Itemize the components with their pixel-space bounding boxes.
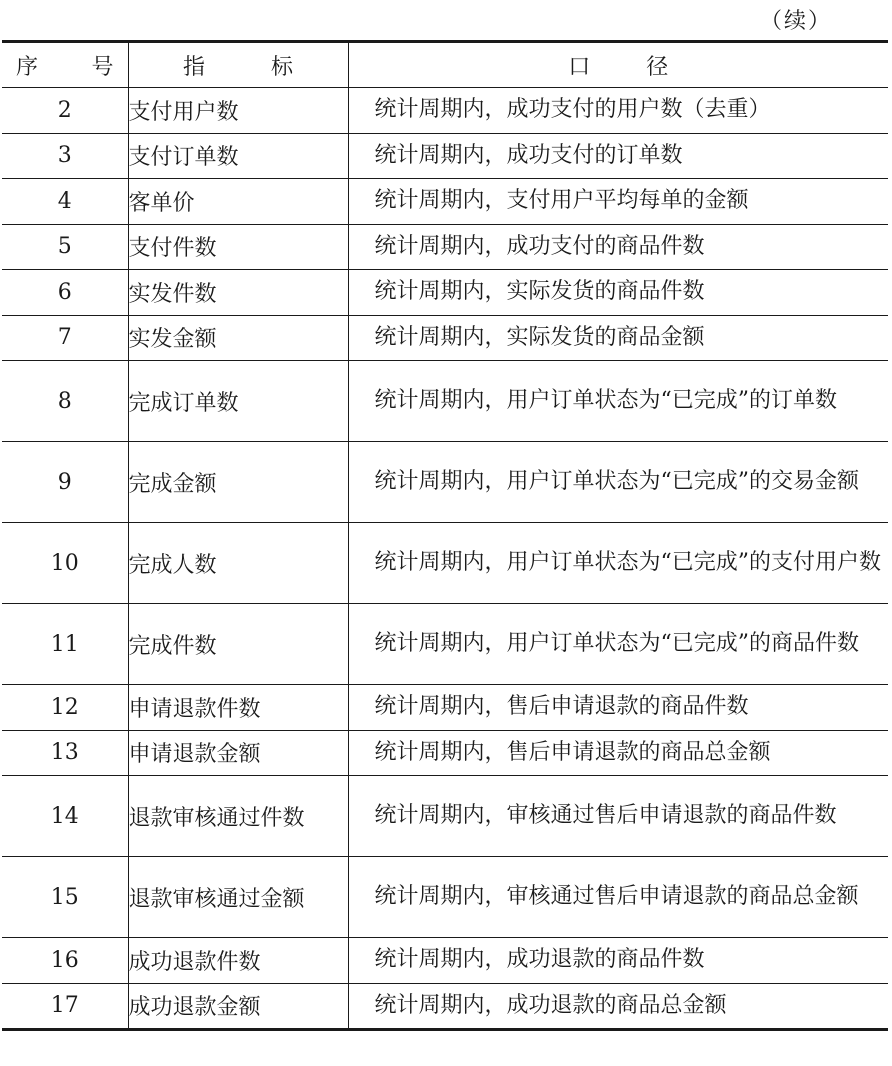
table-row — [2, 523, 888, 604]
row-definition: 统计周期内，用户订单状态为“已完成”的支付用户数 — [374, 550, 881, 575]
row-metric-name: 成功退款件数 — [128, 938, 348, 984]
table-row — [2, 270, 888, 316]
row-seq: 15 — [2, 857, 128, 938]
table-row — [2, 857, 888, 938]
row-definition: 统计周期内，审核通过售后申请退款的商品件数 — [374, 803, 837, 828]
header-seq — [2, 42, 128, 88]
row-definition: 统计周期内，售后申请退款的商品件数 — [374, 694, 749, 720]
metrics-table — [2, 40, 888, 1031]
row-definition: 统计周期内，成功支付的商品件数 — [374, 233, 705, 259]
row-seq: 5 — [2, 224, 128, 270]
table-body — [2, 88, 888, 1030]
row-metric-name: 客单价 — [128, 179, 348, 225]
row-definition-cell — [348, 179, 888, 225]
header-metric-char-1: 指 — [182, 54, 205, 80]
row-definition: 统计周期内，实际发货的商品件数 — [374, 279, 705, 305]
table-row — [2, 442, 888, 523]
header-seq-char-1: 序 — [16, 54, 39, 80]
row-metric-name: 完成人数 — [128, 523, 348, 604]
header-metric — [128, 42, 348, 88]
table-row — [2, 730, 888, 776]
row-metric-name: 退款审核通过件数 — [128, 776, 348, 857]
continued-label: （续） — [759, 9, 832, 34]
row-metric-name: 申请退款件数 — [128, 685, 348, 731]
row-seq: 16 — [2, 938, 128, 984]
row-definition-cell — [348, 730, 888, 776]
row-definition-cell — [348, 361, 888, 442]
row-metric-name: 支付用户数 — [128, 88, 348, 134]
row-definition-cell — [348, 938, 888, 984]
row-seq: 13 — [2, 730, 128, 776]
row-definition-cell — [348, 857, 888, 938]
row-seq: 7 — [2, 315, 128, 361]
table-row — [2, 133, 888, 179]
row-definition: 统计周期内，用户订单状态为“已完成”的商品件数 — [374, 631, 859, 656]
table-row — [2, 685, 888, 731]
row-definition: 统计周期内，实际发货的商品金额 — [374, 324, 705, 350]
row-definition-cell — [348, 270, 888, 316]
row-metric-name: 支付订单数 — [128, 133, 348, 179]
row-definition: 统计周期内，用户订单状态为“已完成”的交易金额 — [374, 469, 859, 494]
row-definition: 统计周期内，成功退款的商品总金额 — [374, 992, 727, 1018]
row-metric-name: 支付件数 — [128, 224, 348, 270]
row-definition: 统计周期内，售后申请退款的商品总金额 — [374, 739, 771, 765]
table-row — [2, 224, 888, 270]
row-seq: 11 — [2, 604, 128, 685]
row-seq: 12 — [2, 685, 128, 731]
row-seq: 8 — [2, 361, 128, 442]
header-definition-char-2: 径 — [646, 54, 669, 80]
row-metric-name: 成功退款金额 — [128, 983, 348, 1030]
table-row — [2, 604, 888, 685]
table-row — [2, 179, 888, 225]
row-seq: 2 — [2, 88, 128, 134]
row-metric-name: 实发件数 — [128, 270, 348, 316]
table-row — [2, 88, 888, 134]
row-definition-cell — [348, 133, 888, 179]
header-definition-char-1: 口 — [568, 54, 591, 80]
row-definition: 统计周期内，成功支付的用户数（去重） — [374, 97, 771, 123]
row-metric-name: 完成件数 — [128, 604, 348, 685]
row-definition-cell — [348, 224, 888, 270]
row-definition-cell — [348, 442, 888, 523]
row-seq: 4 — [2, 179, 128, 225]
table-row — [2, 983, 888, 1030]
row-seq: 14 — [2, 776, 128, 857]
table-row — [2, 361, 888, 442]
row-definition: 统计周期内，用户订单状态为“已完成”的订单数 — [374, 388, 837, 413]
table-row — [2, 776, 888, 857]
row-definition-cell — [348, 776, 888, 857]
row-seq: 17 — [2, 983, 128, 1030]
row-metric-name: 退款审核通过金额 — [128, 857, 348, 938]
row-definition-cell — [348, 88, 888, 134]
row-definition: 统计周期内，支付用户平均每单的金额 — [374, 188, 749, 214]
row-definition-cell — [348, 523, 888, 604]
row-definition: 统计周期内，成功退款的商品件数 — [374, 947, 705, 973]
header-definition — [348, 42, 888, 88]
row-definition: 统计周期内，审核通过售后申请退款的商品总金额 — [374, 884, 859, 909]
table-header — [2, 42, 888, 88]
table-row — [2, 938, 888, 984]
row-definition-cell — [348, 983, 888, 1030]
row-seq: 9 — [2, 442, 128, 523]
row-seq: 6 — [2, 270, 128, 316]
row-metric-name: 实发金额 — [128, 315, 348, 361]
header-seq-char-2: 号 — [91, 54, 114, 80]
row-metric-name: 申请退款金额 — [128, 730, 348, 776]
row-definition-cell — [348, 315, 888, 361]
row-definition: 统计周期内，成功支付的订单数 — [374, 142, 683, 168]
row-metric-name: 完成金额 — [128, 442, 348, 523]
table-row — [2, 315, 888, 361]
row-seq: 10 — [2, 523, 128, 604]
row-seq: 3 — [2, 133, 128, 179]
row-definition-cell — [348, 604, 888, 685]
row-definition-cell — [348, 685, 888, 731]
header-metric-char-2: 标 — [271, 54, 294, 80]
row-metric-name: 完成订单数 — [128, 361, 348, 442]
